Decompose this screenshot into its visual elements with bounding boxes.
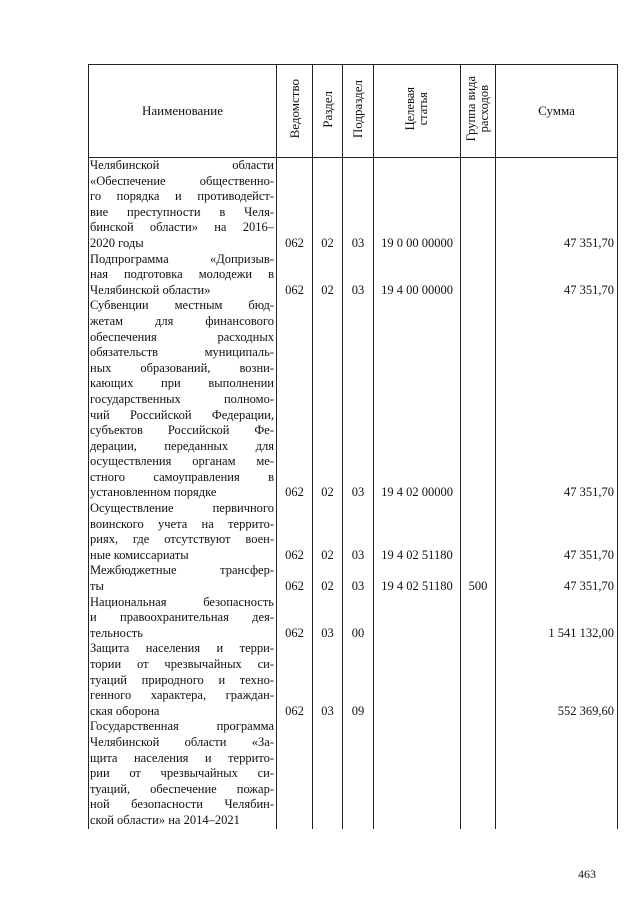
row-name-line: ты: [90, 579, 104, 594]
row-name-line: генного характера, граждан-: [90, 688, 274, 703]
row-name-line: Челябинской области»: [90, 282, 211, 297]
row-name-line: го порядка и противодейст-: [90, 189, 274, 204]
row-tselevaya-cell: 19 4 02 00000: [374, 298, 461, 501]
row-name-line: ные комиссариаты: [90, 547, 189, 562]
row-name-line: чий Российской Федерации,: [90, 407, 274, 422]
header-tselevaya-statya: Целевая статья: [374, 65, 461, 158]
row-summa-cell: 1 541 132,00: [496, 595, 618, 642]
row-gruppa-cell: [461, 641, 496, 719]
row-name-line: осуществления органам ме-: [90, 454, 274, 469]
row-razdel-cell: [313, 719, 343, 828]
table-body: [89, 158, 618, 829]
table-row: [89, 252, 618, 299]
row-name-line: Национальная безопасность: [90, 594, 274, 609]
row-name-line: государственных полномо-: [90, 391, 274, 406]
budget-table: [88, 64, 618, 829]
row-summa-cell: 47 351,70: [496, 298, 618, 501]
row-vedomstvo-cell: 062: [277, 252, 313, 299]
row-name-line: обеспечения расходных: [90, 329, 274, 344]
row-name-cell: [89, 298, 277, 501]
row-name-line: щита населения и террито-: [90, 750, 274, 765]
row-name-line: 2020 годы: [90, 235, 144, 250]
row-summa-cell: 47 351,70: [496, 563, 618, 594]
row-tselevaya-cell: [374, 595, 461, 642]
row-name-line: ская оборона: [90, 703, 160, 718]
row-name-line: туаций природного и техно-: [90, 672, 274, 687]
row-name-line: и правоохранительная дея-: [90, 610, 274, 625]
row-name-line: туаций, обеспечение пожар-: [90, 781, 274, 796]
row-podrazdel-cell: 03: [343, 298, 374, 501]
row-vedomstvo-cell: 062: [277, 641, 313, 719]
table-row: [89, 595, 618, 642]
row-gruppa-cell: [461, 501, 496, 563]
row-name-line: Субвенции местным бюд-: [90, 298, 274, 313]
row-name-line: рии от чрезвычайных си-: [90, 766, 274, 781]
row-summa-cell: 552 369,60: [496, 641, 618, 719]
row-name-cell: [89, 563, 277, 594]
row-podrazdel-cell: 09: [343, 641, 374, 719]
header-razdel: Раздел: [313, 65, 343, 158]
header-gruppa-vida-raskhodov: Группа вида расходов: [461, 65, 496, 158]
table-header-row: [89, 65, 618, 158]
row-name-line: ная подготовка молодежи в: [90, 267, 274, 282]
row-vedomstvo-cell: [277, 719, 313, 828]
row-vedomstvo-cell: 062: [277, 298, 313, 501]
table-row: [89, 563, 618, 594]
row-podrazdel-cell: 03: [343, 563, 374, 594]
row-podrazdel-cell: 03: [343, 252, 374, 299]
row-name-cell: [89, 641, 277, 719]
row-razdel-cell: 03: [313, 641, 343, 719]
row-vedomstvo-cell: 062: [277, 501, 313, 563]
row-tselevaya-cell: 19 4 02 51180: [374, 501, 461, 563]
row-razdel-cell: 02: [313, 563, 343, 594]
row-name-line: кающих при выполнении: [90, 376, 274, 391]
row-podrazdel-cell: [343, 719, 374, 828]
row-name-line: Подпрограмма «Допризыв-: [90, 251, 274, 266]
row-summa-cell: 47 351,70: [496, 252, 618, 299]
row-podrazdel-cell: 03: [343, 158, 374, 252]
row-vedomstvo-cell: 062: [277, 158, 313, 252]
row-gruppa-cell: [461, 158, 496, 252]
row-podrazdel-cell: 00: [343, 595, 374, 642]
row-name-line: ской области» на 2014–2021: [90, 812, 240, 827]
row-name-line: субъектов Российской Фе-: [90, 423, 274, 438]
row-name-cell: [89, 719, 277, 828]
row-vedomstvo-cell: 062: [277, 595, 313, 642]
row-tselevaya-cell: 19 4 02 51180: [374, 563, 461, 594]
header-vedomstvo: Ведомство: [277, 65, 313, 158]
table-row: [89, 298, 618, 501]
row-name-cell: [89, 158, 277, 252]
row-name-line: «Обеспечение общественно-: [90, 173, 274, 188]
row-name-line: Межбюджетные трансфер-: [90, 563, 274, 578]
page-number: 463: [578, 867, 596, 881]
row-name-line: вие преступности в Челя-: [90, 204, 274, 219]
row-tselevaya-cell: 19 4 00 00000: [374, 252, 461, 299]
row-name-line: Челябинской области «За-: [90, 734, 274, 749]
row-name-line: ной безопасности Челябин-: [90, 797, 274, 812]
row-name-line: установленном порядке: [90, 485, 217, 500]
table-row: [89, 501, 618, 563]
table-row: [89, 641, 618, 719]
row-razdel-cell: 02: [313, 158, 343, 252]
row-name-cell: [89, 501, 277, 563]
row-name-line: Челябинской области: [90, 158, 274, 172]
row-name-line: Осуществление первичного: [90, 501, 274, 516]
row-name-line: Защита населения и терри-: [90, 641, 274, 656]
row-name-line: тельность: [90, 625, 143, 640]
row-tselevaya-cell: 19 0 00 00000: [374, 158, 461, 252]
row-name-line: бинской области» на 2016–: [90, 220, 274, 235]
row-name-line: жетам для финансового: [90, 313, 274, 328]
table-row: [89, 158, 618, 252]
row-tselevaya-cell: [374, 641, 461, 719]
row-summa-cell: 47 351,70: [496, 158, 618, 252]
table-row: [89, 719, 618, 828]
row-gruppa-cell: 500: [461, 563, 496, 594]
header-name: Наименование: [89, 65, 277, 158]
row-name-cell: [89, 252, 277, 299]
row-summa-cell: [496, 719, 618, 828]
row-razdel-cell: 03: [313, 595, 343, 642]
row-name-line: риях, где отсутствуют воен-: [90, 532, 274, 547]
row-name-line: обязательств муниципаль-: [90, 345, 274, 360]
row-name-cell: [89, 595, 277, 642]
row-razdel-cell: 02: [313, 298, 343, 501]
row-podrazdel-cell: 03: [343, 501, 374, 563]
row-name-line: Государственная программа: [90, 719, 274, 734]
row-name-line: ных образований, возни-: [90, 360, 274, 375]
row-gruppa-cell: [461, 252, 496, 299]
row-name-line: стного самоуправления в: [90, 469, 274, 484]
row-razdel-cell: 02: [313, 501, 343, 563]
row-name-line: дерации, переданных для: [90, 438, 274, 453]
row-summa-cell: 47 351,70: [496, 501, 618, 563]
header-summa: Сумма: [496, 65, 618, 158]
row-tselevaya-cell: [374, 719, 461, 828]
row-name-line: тории от чрезвычайных си-: [90, 657, 274, 671]
row-razdel-cell: 02: [313, 252, 343, 299]
row-gruppa-cell: [461, 595, 496, 642]
row-name-line: воинского учета на террито-: [90, 516, 274, 531]
header-podrazdel: Подраздел: [343, 65, 374, 158]
row-vedomstvo-cell: 062: [277, 563, 313, 594]
row-gruppa-cell: [461, 298, 496, 501]
row-gruppa-cell: [461, 719, 496, 828]
